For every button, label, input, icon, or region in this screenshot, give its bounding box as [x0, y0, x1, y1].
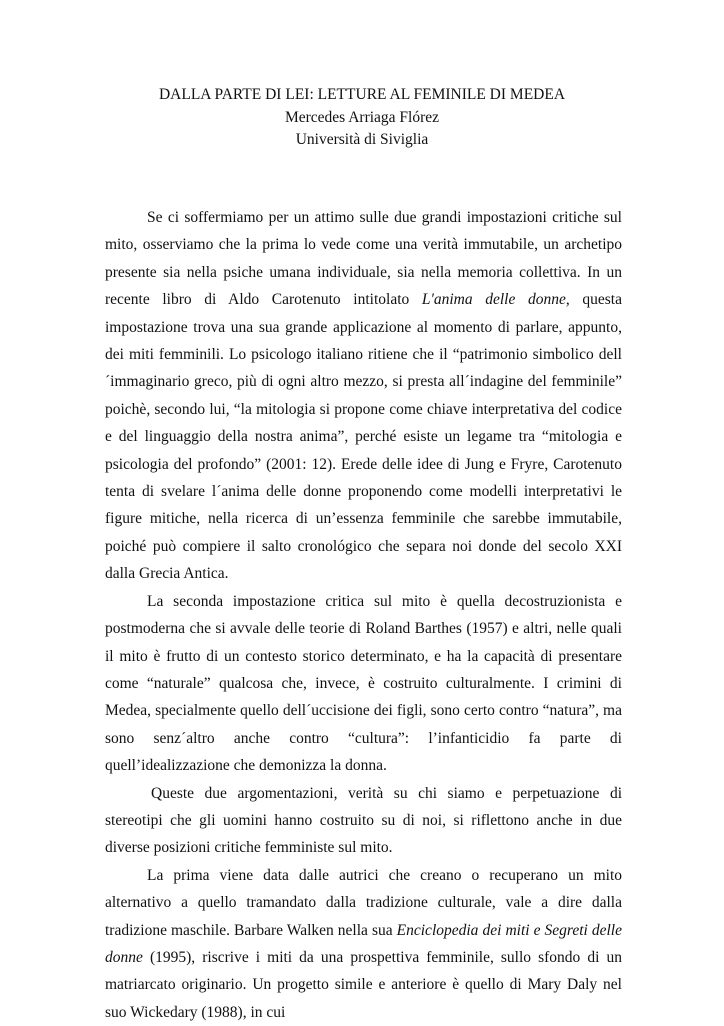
- document-body: [105, 204, 622, 1026]
- paragraph-4-text-end: (1995), riscrive i miti da una prospettiva femminile, sullo sfondo di un matriarcato originario. Un progetto simile e anteriore è quello di Mary Daly nel suo Wickedary (1988), in cui: [105, 948, 622, 1021]
- document-title: DALLA PARTE DI LEI: LETTURE AL FEMINILE DI MEDEA: [158, 86, 566, 103]
- document-header: [0, 84, 724, 152]
- author-name: Mercedes Arriaga Flórez: [284, 108, 440, 126]
- paragraph-2: La seconda impostazione critica sul mito è quella decostruzionista e postmoderna che si avvale delle teorie di Roland Barthes (1957) e altri, nelle quali il mito è frutto di un contesto storico determinato, e ha la capacità di presentare come “naturale” qualcosa che, invece, è costruito culturalmente. I crimini di Medea, specialmente quello dell´uccisione dei figli, sono certo contro “natura”, ma sono senz´altro anche contro “cultura”: l’infanticidio fa parte di quell’idealizzazione che demonizza la donna.: [105, 592, 622, 775]
- book-title-anima-delle-donne: L'anima delle donne: [421, 291, 566, 309]
- paragraph-1-text-start: Se ci soffermiamo per un attimo sulle due grandi impostazioni critiche sul mito, osserviamo che la prima lo vede come una verità immutabile, un archetipo presente sia nella psiche umana individuale, sia nella memoria collettiva. In un recente libro di Aldo Carotenuto intitolato: [105, 209, 622, 309]
- book-title-enciclopedia: Enciclopedia dei miti e Segreti delle donne: [105, 921, 622, 966]
- author-affiliation: Università di Siviglia: [295, 131, 429, 148]
- paragraph-1: [105, 204, 622, 588]
- paragraph-3: Queste due argomentazioni, verità su chi siamo e perpetuazione di stereotipi che gli uomini hanno costruito su di noi, si riflettono anche in due diverse posizioni critiche femministe sul mito.: [105, 784, 622, 857]
- paragraph-1-text-end: , questa impostazione trova una sua grande applicazione al momento di parlare, appunto, dei miti femminili. Lo psicologo italiano ritiene che il “patrimonio simbolico dell´immaginario greco, più di ogni altro mezzo, si presta all´indagine del femminile” poichè, secondo lui, “la mitologia si propone come chiave interpretativa del codice e del linguaggio della nostra anima”, perché esiste un legame tra “mitologia e psicologia del profondo” (2001: 12). Erede delle idee di Jung e Fryre, Carotenuto tenta di svelare l´anima delle donne proponendo come modelli interpretativi le figure mitiche, nella ricerca di un’essenza femminile che sarebbe immutabile, poiché può compiere il salto cronológico che separa noi donde del secolo XXI dalla Grecia Antica.: [105, 291, 622, 583]
- paragraph-4-text-start: La prima viene data dalle autrici che creano o recuperano un mito alternativo a quello tramandato dalla tradizione culturale, vale a dire dalla tradizione maschile. Barbare Walken nella sua: [105, 866, 622, 939]
- paragraph-4: [105, 862, 622, 1026]
